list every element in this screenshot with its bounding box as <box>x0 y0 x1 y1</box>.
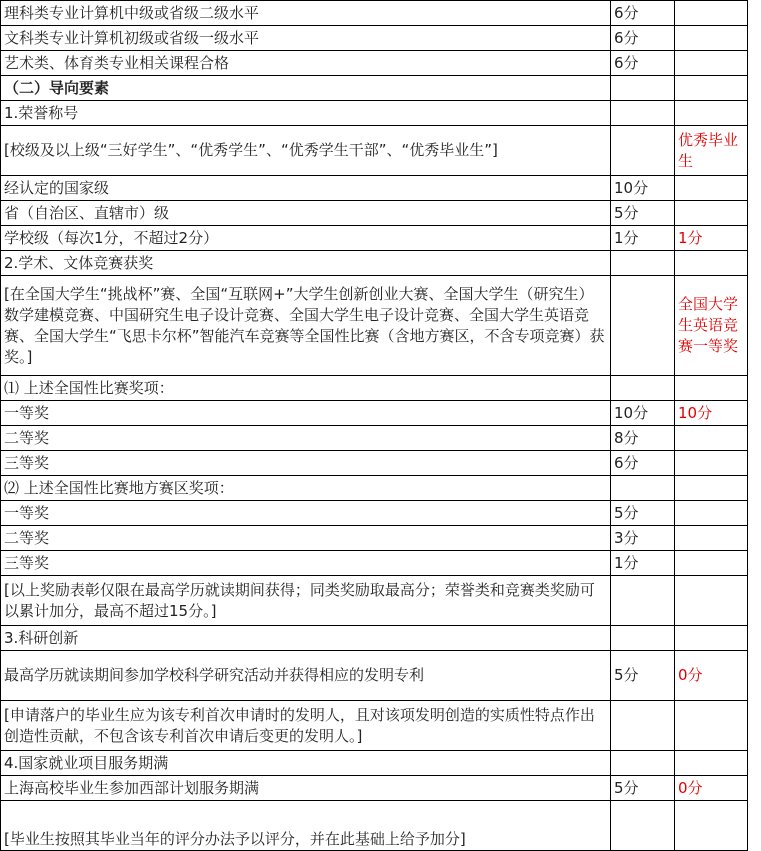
note-cell[interactable] <box>675 176 748 201</box>
note-cell[interactable] <box>675 51 748 76</box>
score-cell[interactable] <box>611 476 675 501</box>
table-row <box>1 776 748 801</box>
note-cell[interactable]: 1分 <box>675 226 748 251</box>
description-cell[interactable]: [申请落户的毕业生应为该专利首次申请时的发明人，且对该项发明创造的实质性特点作出创造性贡献，不包含该专利首次申请后变更的发明人。] <box>1 701 611 751</box>
category-title-cell[interactable]: 2.学术、文体竞赛获奖 <box>1 251 611 276</box>
table-row <box>1 1 748 26</box>
note-cell[interactable] <box>675 476 748 501</box>
note-cell[interactable] <box>675 426 748 451</box>
note-cell[interactable] <box>675 526 748 551</box>
note-cell[interactable] <box>675 26 748 51</box>
note-cell[interactable] <box>675 101 748 126</box>
score-cell[interactable] <box>611 626 675 651</box>
note-cell[interactable] <box>675 551 748 576</box>
table-row <box>1 51 748 76</box>
table-row <box>1 551 748 576</box>
score-cell[interactable]: 5分 <box>611 201 675 226</box>
item-cell[interactable]: 一等奖 <box>1 401 611 426</box>
score-cell[interactable]: 8分 <box>611 426 675 451</box>
table-row <box>1 401 748 426</box>
score-cell[interactable]: 10分 <box>611 401 675 426</box>
category-title-cell[interactable]: 4.国家就业项目服务期满 <box>1 751 611 776</box>
item-cell[interactable]: 二等奖 <box>1 426 611 451</box>
score-cell[interactable]: 1分 <box>611 551 675 576</box>
score-cell[interactable] <box>611 376 675 401</box>
subcategory-title-cell[interactable]: ⑴ 上述全国性比赛奖项： <box>1 376 611 401</box>
item-cell[interactable]: 最高学历就读期间参加学校科学研究活动并获得相应的发明专利 <box>1 651 611 701</box>
item-cell[interactable]: 艺术类、体育类专业相关课程合格 <box>1 51 611 76</box>
score-cell[interactable]: 6分 <box>611 1 675 26</box>
note-cell[interactable] <box>675 501 748 526</box>
section-title-cell[interactable]: （二）导向要素 <box>1 76 611 101</box>
description-row <box>1 701 748 751</box>
description-cell[interactable]: [在全国大学生“挑战杯”赛、全国“互联网+”大学生创新创业大赛、全国大学生（研究生）数学建模竞赛、中国研究生电子设计竞赛、全国大学生电子设计竞赛、全国大学生英语竞赛、全国大学生“飞思卡尔杯”智能汽车竞赛等全国性比赛（含地方赛区，不含专项竞赛）获奖。] <box>1 276 611 376</box>
category-row <box>1 626 748 651</box>
note-cell[interactable] <box>675 251 748 276</box>
score-cell[interactable] <box>611 576 675 626</box>
note-cell[interactable] <box>675 376 748 401</box>
subcategory-row <box>1 376 748 401</box>
score-cell[interactable]: 6分 <box>611 26 675 51</box>
score-cell[interactable]: 5分 <box>611 501 675 526</box>
score-cell[interactable]: 6分 <box>611 451 675 476</box>
table-row <box>1 501 748 526</box>
score-cell[interactable] <box>611 801 675 851</box>
score-cell[interactable] <box>611 251 675 276</box>
description-cell[interactable]: [校级及以上级“三好学生”、“优秀学生”、“优秀学生干部”、“优秀毕业生”] <box>1 126 611 176</box>
subcategory-title-cell[interactable]: ⑵ 上述全国性比赛地方赛区奖项： <box>1 476 611 501</box>
score-cell[interactable]: 1分 <box>611 226 675 251</box>
note-cell[interactable] <box>675 576 748 626</box>
item-cell[interactable]: 文科类专业计算机初级或省级一级水平 <box>1 26 611 51</box>
item-cell[interactable]: 三等奖 <box>1 551 611 576</box>
note-cell[interactable]: 0分 <box>675 651 748 701</box>
category-row <box>1 751 748 776</box>
table-row <box>1 26 748 51</box>
note-cell[interactable]: 全国大学生英语竞赛一等奖 <box>675 276 748 376</box>
item-cell[interactable]: 经认定的国家级 <box>1 176 611 201</box>
score-cell[interactable]: 5分 <box>611 776 675 801</box>
item-cell[interactable]: 学校级（每次1分，不超过2分） <box>1 226 611 251</box>
description-row <box>1 801 748 851</box>
description-cell[interactable]: [毕业生按照其毕业当年的评分办法予以评分，并在此基础上给予加分] <box>1 801 611 851</box>
item-cell[interactable]: 理科类专业计算机中级或省级二级水平 <box>1 1 611 26</box>
category-row <box>1 251 748 276</box>
section-header-row <box>1 76 748 101</box>
score-cell[interactable] <box>611 701 675 751</box>
score-cell[interactable]: 5分 <box>611 651 675 701</box>
note-cell[interactable] <box>675 701 748 751</box>
note-cell[interactable] <box>675 626 748 651</box>
score-cell[interactable] <box>611 751 675 776</box>
score-cell[interactable] <box>611 276 675 376</box>
item-cell[interactable]: 二等奖 <box>1 526 611 551</box>
note-cell[interactable] <box>675 1 748 26</box>
score-cell[interactable]: 6分 <box>611 51 675 76</box>
note-cell[interactable] <box>675 76 748 101</box>
category-row <box>1 101 748 126</box>
score-cell[interactable]: 10分 <box>611 176 675 201</box>
description-row <box>1 576 748 626</box>
category-title-cell[interactable]: 3.科研创新 <box>1 626 611 651</box>
item-cell[interactable]: 一等奖 <box>1 501 611 526</box>
table-row <box>1 226 748 251</box>
note-cell[interactable] <box>675 201 748 226</box>
score-cell[interactable] <box>611 76 675 101</box>
note-cell[interactable]: 10分 <box>675 401 748 426</box>
table-row <box>1 526 748 551</box>
item-cell[interactable]: 省（自治区、直辖市）级 <box>1 201 611 226</box>
note-cell[interactable]: 0分 <box>675 776 748 801</box>
table-row <box>1 451 748 476</box>
note-cell[interactable] <box>675 451 748 476</box>
table-row <box>1 201 748 226</box>
table-row <box>1 651 748 701</box>
item-cell[interactable]: 上海高校毕业生参加西部计划服务期满 <box>1 776 611 801</box>
category-title-cell[interactable]: 1.荣誉称号 <box>1 101 611 126</box>
subcategory-row <box>1 476 748 501</box>
note-cell[interactable]: 优秀毕业生 <box>675 126 748 176</box>
description-row <box>1 276 748 376</box>
item-cell[interactable]: 三等奖 <box>1 451 611 476</box>
description-cell[interactable]: [以上奖励表彰仅限在最高学历就读期间获得；同类奖励取最高分；荣誉类和竞赛类奖励可以累计加分，最高不超过15分。] <box>1 576 611 626</box>
table-row <box>1 426 748 451</box>
note-cell[interactable] <box>675 801 748 851</box>
score-cell[interactable] <box>611 126 675 176</box>
score-cell[interactable] <box>611 101 675 126</box>
note-cell[interactable] <box>675 751 748 776</box>
score-cell[interactable]: 3分 <box>611 526 675 551</box>
description-row <box>1 126 748 176</box>
table-row <box>1 176 748 201</box>
